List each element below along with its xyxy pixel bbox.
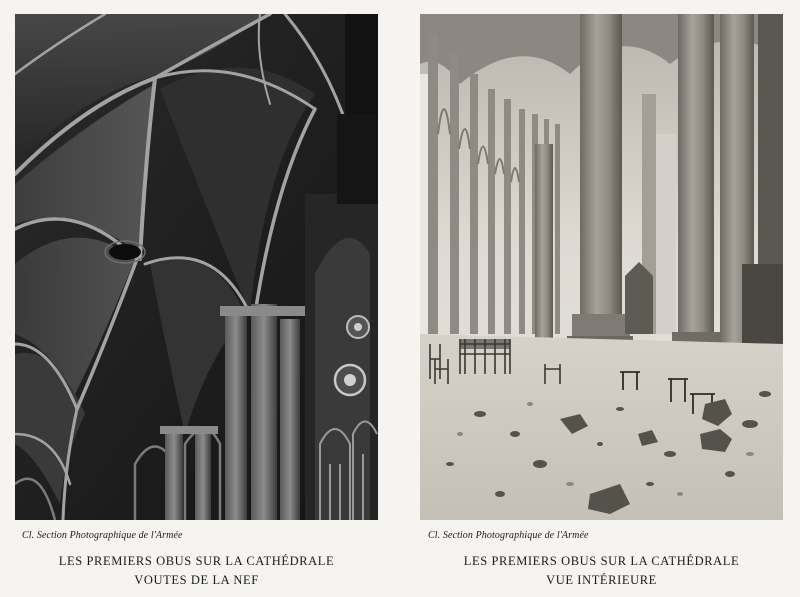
photo-interior-view xyxy=(420,14,783,520)
shell-hole xyxy=(109,244,141,260)
interior-view-image xyxy=(420,14,783,520)
photo-credit-left: Cl. Section Photographique de l'Armée xyxy=(22,530,183,541)
caption-title-right: LES PREMIERS OBUS SUR LA CATHÉDRALE xyxy=(463,554,740,568)
nave-vaults-image xyxy=(15,14,378,520)
caption-subtitle-right: VUE INTÉRIEURE xyxy=(546,573,657,587)
caption-title-left: LES PREMIERS OBUS SUR LA CATHÉDRALE xyxy=(58,554,335,568)
photo-credit-right: Cl. Section Photographique de l'Armée xyxy=(428,530,589,541)
caption-subtitle-left: VOUTES DE LA NEF xyxy=(134,573,259,587)
right-pillar xyxy=(678,14,714,344)
photo-nave-vaults xyxy=(15,14,378,520)
central-pillar xyxy=(580,14,622,334)
